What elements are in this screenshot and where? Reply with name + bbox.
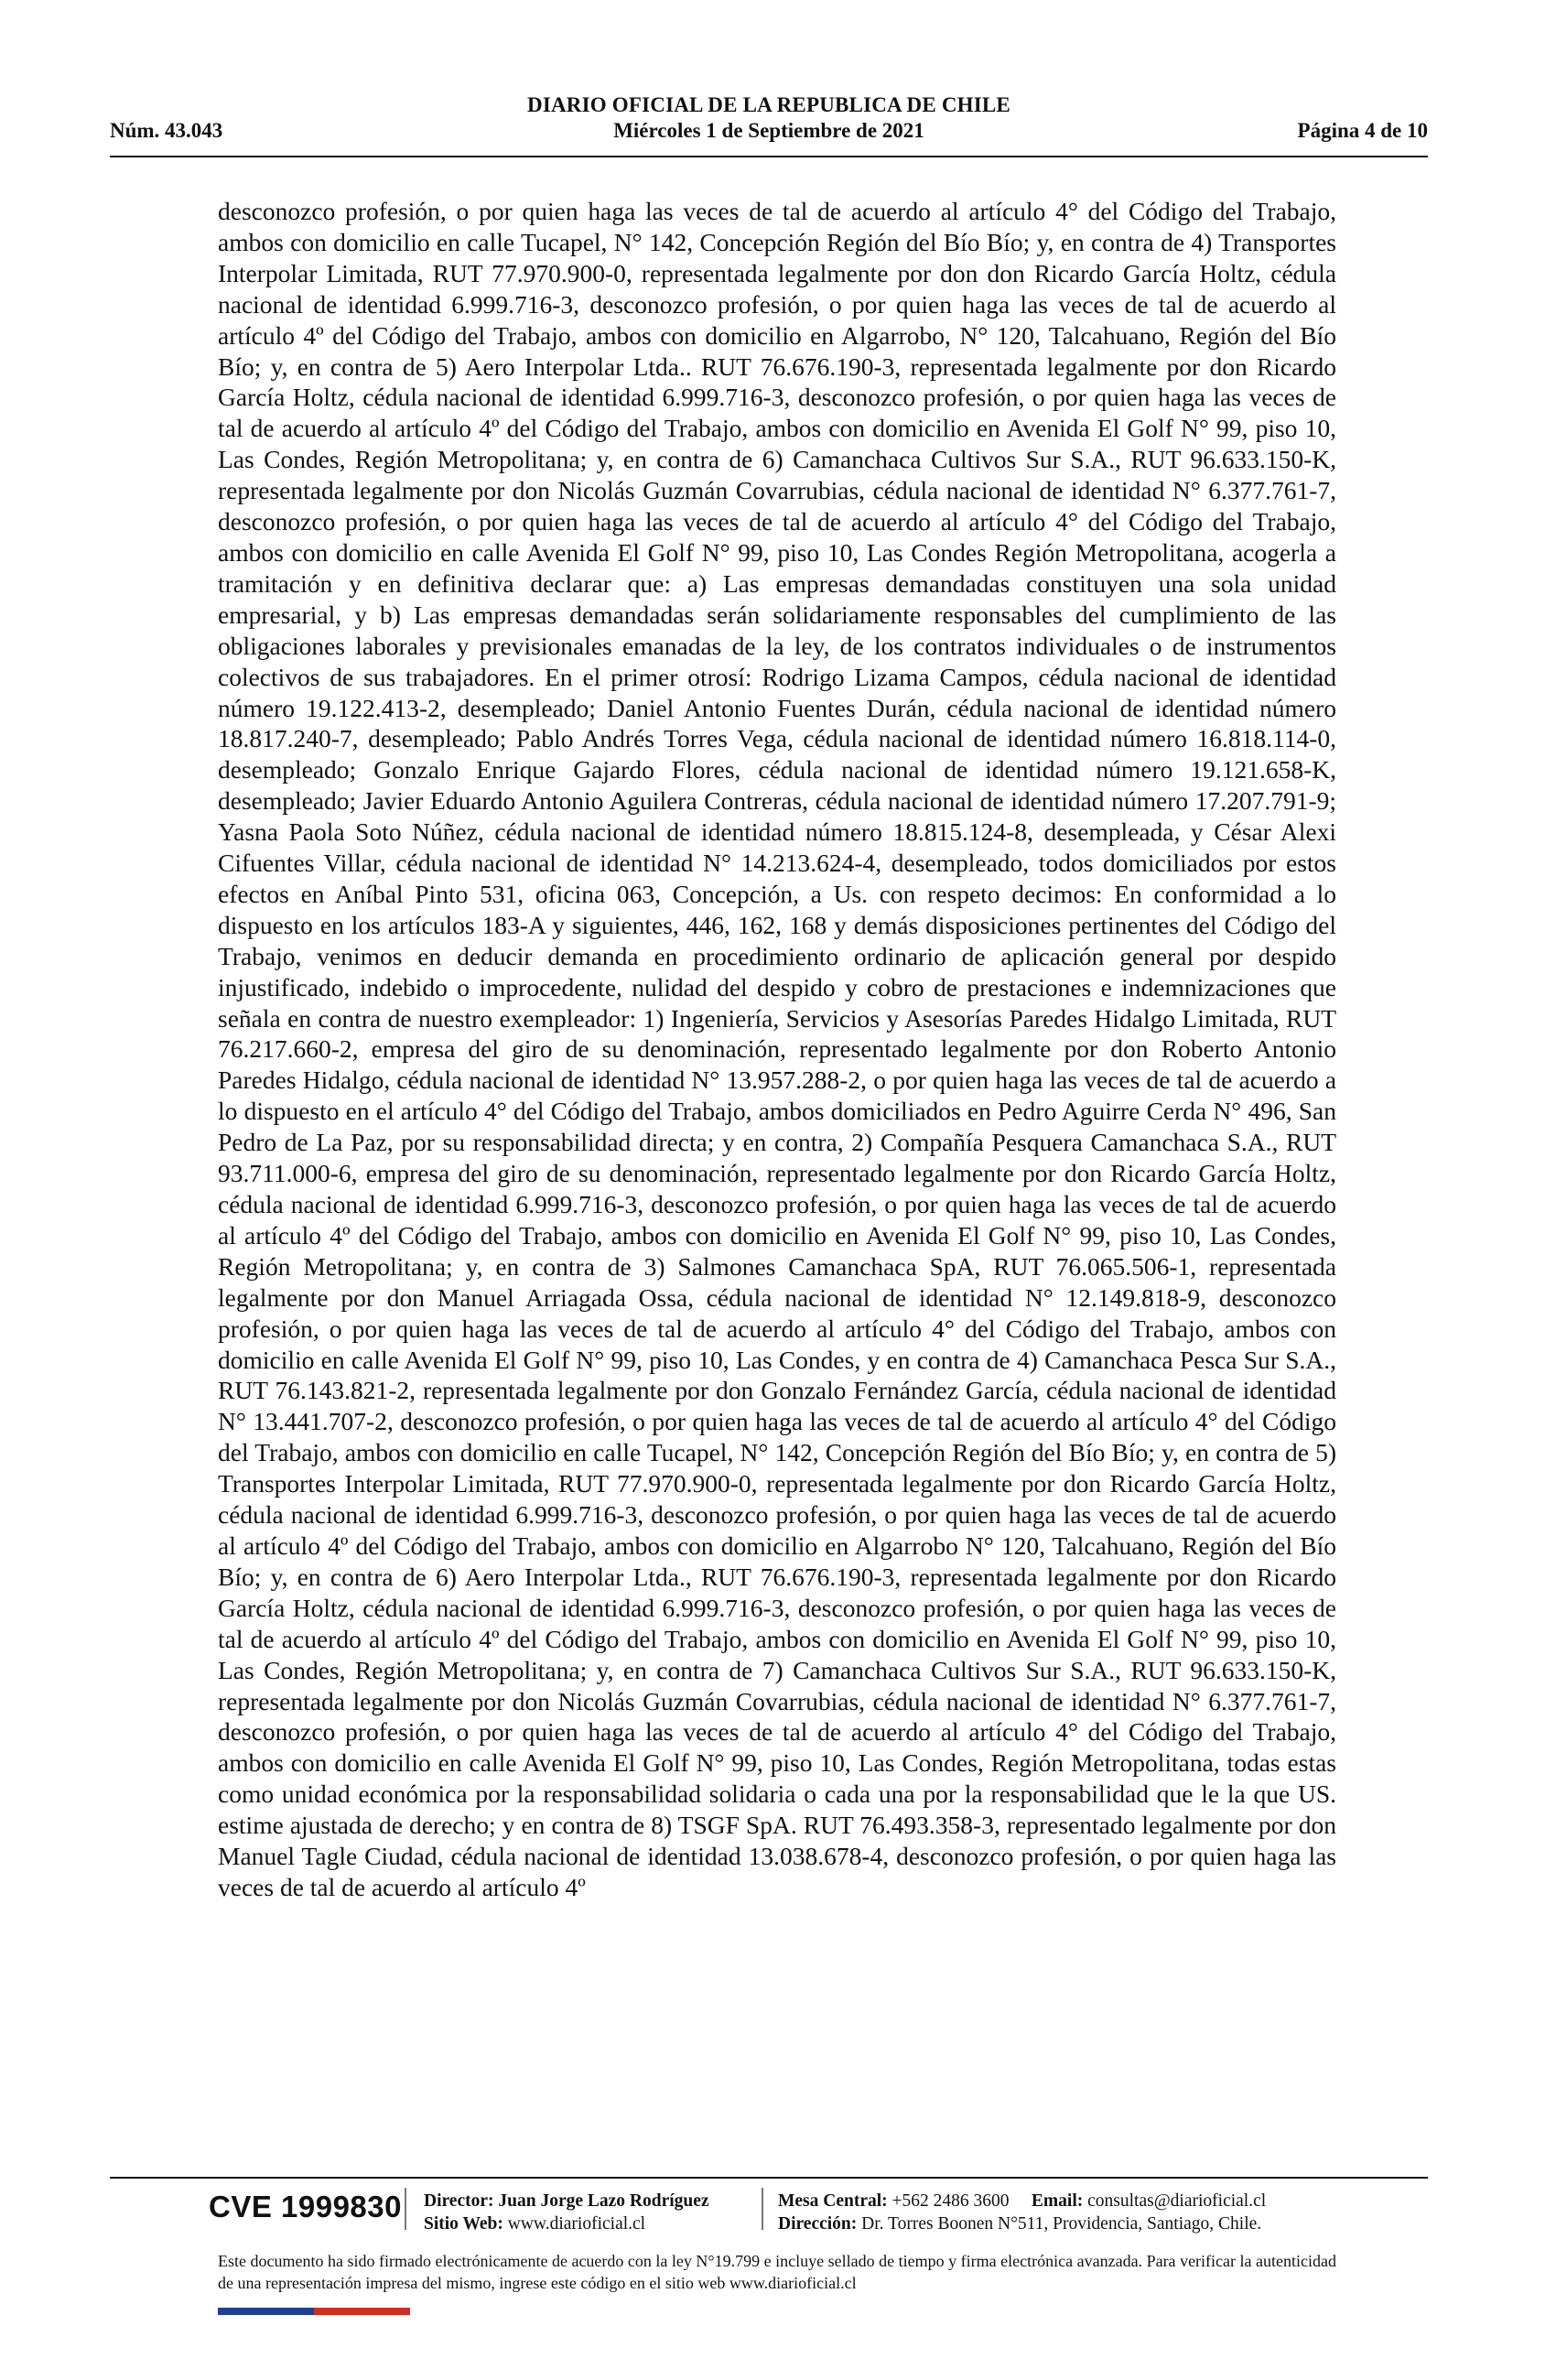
footer-separator bbox=[762, 2188, 763, 2230]
electronic-signature-note: Este documento ha sido firmado electrónicamente de acuerdo con la ley N°19.799 e incluye sellado de tiempo y firma electrónica avanzada. Para verificar la autenticidad de una representación impresa del mismo, ingrese este código en el sitio web www.diarioficial.cl bbox=[218, 2252, 1336, 2292]
flag-blue-segment bbox=[218, 2308, 314, 2315]
page-header bbox=[110, 88, 1428, 152]
director-name: Juan Jorge Lazo Rodríguez bbox=[498, 2191, 709, 2211]
chile-flag-stripe bbox=[218, 2308, 410, 2315]
publication-date: Miércoles 1 de Septiembre de 2021 bbox=[613, 119, 924, 142]
page-number: Página 4 de 10 bbox=[1297, 119, 1428, 142]
flag-red-segment bbox=[314, 2308, 410, 2315]
phone-label: Mesa Central: bbox=[778, 2191, 888, 2211]
document-body: desconozco profesión, o por quien haga las veces de tal de acuerdo al artículo 4° del Código del Trabajo, ambos con domicilio en calle Tucapel, N° 142, Concepción Región del Bío Bío; y, en contra de 4) Transportes Interpolar Limitada, RUT 77.970.900-0, representada legalmente por don don Ricardo García Holtz, cédula nacional de identidad 6.999.716-3, desconozco profesión, o por quien haga las veces de tal de acuerdo al artículo 4º del Código del Trabajo, ambos con domicilio en Algarrobo, N° 120, Talcahuano, Región del Bío Bío; y, en contra de 5) Aero Interpolar Ltda.. RUT 76.676.190-3, representada legalmente por don Ricardo García Holtz, cédula nacional de identidad 6.999.716-3, desconozco profesión, o por quien haga las veces de tal de acuerdo al artículo 4º del Código del Trabajo, ambos con domicilio en Avenida El Golf N° 99, piso 10, Las Condes, Región Metropolitana; y, en contra de 6) Camanchaca Cultivos Sur S.A., RUT 96.633.150-K, representada legalmente por don Nicolás Guzmán Covarrubias, cédula nacional de identidad N° 6.377.761-7, desconozco profesión, o por quien haga las veces de tal de acuerdo al artículo 4° del Código del Trabajo, ambos con domicilio en calle Avenida El Golf N° 99, piso 10, Las Condes Región Metropolitana, acogerla a tramitación y en definitiva declarar que: a) Las empresas demandadas constituyen una sola unidad empresarial, y b) Las empresas demandadas serán solidariamente responsables del cumplimiento de las obligaciones laborales y previsionales emanadas de la ley, de los contratos individuales o de instrumentos colectivos de sus trabajadores. En el primer otrosí: Rodrigo Lizama Campos, cédula nacional de identidad número 19.122.413-2, desempleado; Daniel Antonio Fuentes Durán, cédula nacional de identidad número 18.817.240-7, desempleado; Pablo Andrés Torres Vega, cédula nacional de identidad número 16.818.114-0, desempleado; Gonzalo Enrique Gajardo Flores, cédula nacional de identidad número 19.121.658-K, desempleado; Javier Eduardo Antonio Aguilera Contreras, cédula nacional de identidad número 17.207.791-9; Yasna Paola Soto Núñez, cédula nacional de identidad número 18.815.124-8, desempleada, y César Alexi Cifuentes Villar, cédula nacional de identidad N° 14.213.624-4, desempleado, todos domiciliados por estos efectos en Aníbal Pinto 531, oficina 063, Concepción, a Us. con respeto decimos: En conformidad a lo dispuesto en los artículos 183-A y siguientes, 446, 162, 168 y demás disposiciones pertinentes del Código del Trabajo, venimos en deducir demanda en procedimiento ordinario de aplicación general por despido injustificado, indebido o improcedente, nulidad del despido y cobro de prestaciones e indemnizaciones que señala en contra de nuestro exempleador: 1) Ingeniería, Servicios y Asesorías Paredes Hidalgo Limitada, RUT 76.217.660-2, empresa del giro de su denominación, representado legalmente por don Roberto Antonio Paredes Hidalgo, cédula nacional de identidad N° 13.957.288-2, o por quien haga las veces de tal de acuerdo a lo dispuesto en el artículo 4° del Código del Trabajo, ambos domiciliados en Pedro Aguirre Cerda N° 496, San Pedro de La Paz, por su responsabilidad directa; y en contra, 2) Compañía Pesquera Camanchaca S.A., RUT 93.711.000-6, empresa del giro de su denominación, representado legalmente por don Ricardo García Holtz, cédula nacional de identidad 6.999.716-3, desconozco profesión, o por quien haga las veces de tal de acuerdo al artículo 4º del Código del Trabajo, ambos con domicilio en Avenida El Golf N° 99, piso 10, Las Condes, Región Metropolitana; y, en contra de 3) Salmones Camanchaca SpA, RUT 76.065.506-1, representada legalmente por don Manuel Arriagada Ossa, cédula nacional de identidad N° 12.149.818-9, desconozco profesión, o por quien haga las veces de tal de acuerdo al artículo 4° del Código del Trabajo, ambos con domicilio en calle Avenida El Golf N° 99, piso 10, Las Condes, y en contra de 4) Camanchaca Pesca Sur S.A., RUT 76.143.821-2, representada legalmente por don Gonzalo Fernández García, cédula nacional de identidad N° 13.441.707-2, desconozco profesión, o por quien haga las veces de tal de acuerdo al artículo 4° del Código del Trabajo, ambos con domicilio en calle Tucapel, N° 142, Concepción Región del Bío Bío; y, en contra de 5) Transportes Interpolar Limitada, RUT 77.970.900-0, representada legalmente por don Ricardo García Holtz, cédula nacional de identidad 6.999.716-3, desconozco profesión, o por quien haga las veces de tal de acuerdo al artículo 4º del Código del Trabajo, ambos con domicilio en Algarrobo N° 120, Talcahuano, Región del Bío Bío; y, en contra de 6) Aero Interpolar Ltda., RUT 76.676.190-3, representada legalmente por don Ricardo García Holtz, cédula nacional de identidad 6.999.716-3, desconozco profesión, o por quien haga las veces de tal de acuerdo al artículo 4º del Código del Trabajo, ambos con domicilio en Avenida El Golf N° 99, piso 10, Las Condes, Región Metropolitana; y, en contra de 7) Camanchaca Cultivos Sur S.A., RUT 96.633.150-K, representada legalmente por don Nicolás Guzmán Covarrubias, cédula nacional de identidad N° 6.377.761-7, desconozco profesión, o por quien haga las veces de tal de acuerdo al artículo 4° del Código del Trabajo, ambos con domicilio en calle Avenida El Golf N° 99, piso 10, Las Condes, Región Metropolitana, todas estas como unidad económica por la responsabilidad solidaria o cada una por la responsabilidad que le la que US. estime ajustada de derecho; y en contra de 8) TSGF SpA. RUT 76.493.358-3, representado legalmente por don Manuel Tagle Ciudad, cédula nacional de identidad 13.038.678-4, desconozco profesión, o por quien haga las veces de tal de acuerdo al artículo 4º bbox=[218, 197, 1336, 1901]
publication-title: DIARIO OFICIAL DE LA REPUBLICA DE CHILE bbox=[527, 93, 1010, 116]
footer-director-block bbox=[424, 2190, 709, 2235]
email-label: Email: bbox=[1031, 2191, 1084, 2211]
address-text: Dr. Torres Boonen N°511, Providencia, Santiago, Chile. bbox=[861, 2214, 1262, 2234]
footer-contact-block bbox=[778, 2190, 1266, 2235]
phone-number: +562 2486 3600 bbox=[891, 2191, 1010, 2211]
footer-divider bbox=[110, 2177, 1428, 2179]
director-label: Director: bbox=[424, 2191, 494, 2211]
website-label: Sitio Web: bbox=[424, 2214, 503, 2234]
address-label: Dirección: bbox=[778, 2214, 858, 2234]
page-footer bbox=[110, 2182, 1428, 2256]
header-divider bbox=[110, 156, 1428, 157]
email-link[interactable]: consultas@diarioficial.cl bbox=[1087, 2191, 1267, 2211]
issue-number: Núm. 43.043 bbox=[110, 119, 223, 142]
footer-separator bbox=[405, 2188, 406, 2230]
cve-code: CVE 1999830 bbox=[209, 2190, 402, 2223]
website-link[interactable]: www.diarioficial.cl bbox=[507, 2214, 646, 2234]
